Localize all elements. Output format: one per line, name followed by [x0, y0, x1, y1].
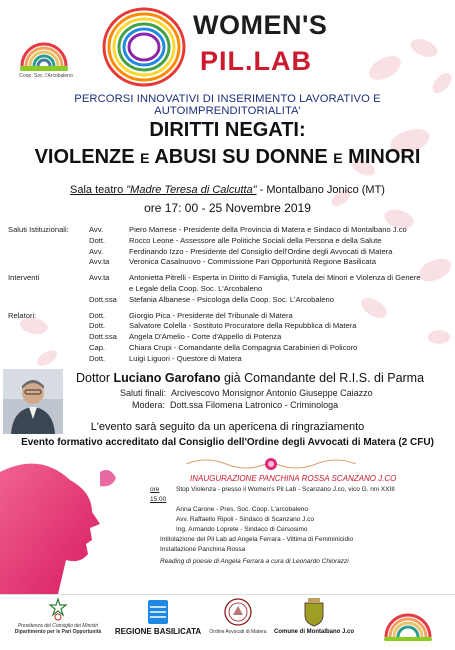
inauguration-title: INAUGURAZIONE PANCHINA ROSSA SCANZANO J.CO: [190, 474, 397, 483]
headline-word: ABUSI SU DONNE: [154, 146, 328, 168]
venue-prefix: Sala teatro: [70, 184, 127, 196]
emblem-italy-icon: [48, 597, 68, 621]
logo-comune-montalbano: [270, 597, 358, 635]
program-row: [8, 321, 448, 332]
program-person: Salvatore Colella - Sostituto Procuratore della Repubblica di Matera: [129, 321, 357, 331]
program-section: [8, 354, 89, 365]
program-row: [8, 225, 448, 236]
closing-person: Arcivescovo Monsignor Antonio Giuseppe Caiazzo: [171, 388, 373, 398]
program-title: Avv.ta: [89, 273, 110, 283]
inauguration-row: [150, 557, 450, 567]
inauguration-item: Installazione Panchina Rossa: [160, 546, 246, 553]
program-row: [8, 332, 448, 343]
program-person: Luigi Liguori - Questore di Matera: [129, 353, 242, 363]
inauguration-item: Stop Violenza - presso il Women's Pil Lab - Scanzano J.co, vico G. nni XXIII: [176, 486, 395, 493]
inauguration-row: [150, 535, 450, 545]
headline-diritti: DIRITTI NEGATI:: [149, 119, 306, 141]
headline-word: E: [140, 150, 150, 166]
program-row: [8, 273, 448, 284]
event-time: ore 17: 00 - 25 Novembre 2019: [144, 201, 311, 215]
venue-line: [0, 184, 455, 196]
comune-coat-of-arms-icon: [302, 597, 326, 627]
logo-ordine-avvocati: [208, 597, 268, 635]
program-row: [8, 236, 448, 247]
program-row: [8, 284, 448, 295]
logo-presidenza-line2: Dipartimento per le Pari Opportunità: [14, 629, 102, 635]
headline-word: VIOLENZE: [34, 146, 135, 168]
inauguration-time: ore 15:00: [150, 486, 167, 503]
title-pillab: PIL.LAB: [200, 46, 312, 76]
program-section: [8, 247, 89, 258]
program-section: [8, 236, 89, 247]
venue-place: - Montalbano Jonico (MT): [256, 184, 385, 196]
program-section: [8, 295, 89, 306]
program-section: [8, 257, 89, 268]
rings-logo: [100, 5, 188, 89]
title-womens: WOMEN'S: [193, 10, 328, 40]
closing-remarks: [120, 387, 373, 411]
program-section: Saluti Istituzionali:: [8, 225, 69, 234]
program-title: Dott.: [89, 310, 106, 320]
program-section: Interventi: [8, 273, 40, 283]
petal-decoration: [408, 34, 440, 62]
inauguration-item: Ing. Armando Loprete - Sindaco di Cersosimo: [176, 526, 308, 533]
program-person: Veronica Casalnuovo - Commissione Pari Opportunità Regione Basilicata: [129, 257, 376, 267]
headline-word: E: [333, 150, 343, 166]
program-row: [8, 354, 448, 365]
program-section: [8, 284, 89, 295]
program-title: Avv.: [89, 246, 104, 256]
program-person: Ferdinando Izzo - Presidente del Consiglio dell'Ordine degli Avvocati di Matera: [129, 246, 393, 256]
program-section: [8, 332, 89, 343]
program-person: Antonietta Pitrelli - Esperta in Diritto di Famiglia, Tutela dei Minori e Violenza di Genere: [129, 273, 421, 283]
moderator-label: Modera:: [132, 400, 166, 410]
logo-comune-label: Comune di Montalbano J.co: [273, 629, 354, 635]
closing-label: Saluti finali:: [120, 388, 167, 398]
program-row: [8, 311, 448, 322]
program-person: e Legale della Coop. Soc. L'Arcobaleno: [129, 283, 263, 293]
inauguration-item: Anna Carone - Pres. Soc. Coop. L'arcobaleno: [176, 506, 309, 513]
program-person: Rocco Leone - Assessore alle Politiche Sociali della Persona e della Salute: [129, 235, 382, 245]
logo-regione-label: REGIONE BASILICATA: [114, 627, 202, 636]
inauguration-program: [150, 485, 450, 567]
inauguration-row: [150, 545, 450, 555]
program-row: [8, 247, 448, 258]
moderator-person: Dott.ssa Filomena Latronico - Criminologa: [170, 400, 339, 410]
program-person: Chiara Crupi - Comandante della Compagnia Carabinieri di Policoro: [129, 342, 358, 352]
program-title: Dott.: [89, 235, 106, 245]
speaker-prefix: Dottor: [76, 371, 114, 385]
speaker-role: già Comandante del R.I.S. di Parma: [220, 371, 425, 385]
inauguration-item: Intitolazione del Pil Lab ad Angela Ferrara - Vittima di Femminicidio: [160, 536, 354, 543]
sponsor-footer: [0, 594, 455, 650]
woman-silhouette-illustration: [0, 452, 150, 594]
program-person: Stefania Albanese - Psicologa della Coop. Soc. L'Arcobaleno: [129, 294, 334, 304]
program-row: [8, 257, 448, 268]
program-row: [8, 295, 448, 306]
program-title: Avv.: [89, 225, 104, 234]
speaker-line: [76, 371, 424, 385]
inauguration-row: [150, 485, 450, 505]
program-person: Piero Marrese - Presidente della Provincia di Matera e Sindaco di Montalbano J.co: [129, 225, 407, 234]
program-section: [8, 321, 89, 332]
inauguration-row: [150, 525, 450, 535]
program-row: [8, 343, 448, 354]
speaker-name: Luciano Garofano: [113, 371, 221, 385]
program-title: Dott.: [89, 321, 106, 331]
inauguration-row: [150, 505, 450, 515]
program-title: Avv.ta: [89, 257, 110, 267]
logo-presidenza-line1: Presidenza del Consiglio dei Ministri: [17, 623, 99, 629]
program-list: [8, 225, 448, 365]
inauguration-item: Avv. Raffaello Ripoli - Sindaco di Scanzano J.co: [176, 516, 315, 523]
coop-logo-caption: Coop. Soc. l'Arcobaleno: [19, 73, 73, 79]
coop-arcobaleno-logo: [14, 30, 74, 74]
program-title: Dott.ssa: [89, 332, 117, 342]
regione-basilicata-emblem-icon: [147, 599, 169, 625]
program-section: Relatori:: [8, 310, 37, 320]
flower-flourish-ornament: [186, 456, 356, 472]
headline-word: MINORI: [348, 146, 421, 168]
logo-regione-basilicata: [112, 599, 204, 636]
ordine-avvocati-seal-icon: [223, 597, 253, 627]
logo-ordine-label: Ordine Avvocati di Matera: [209, 629, 267, 635]
coop-arcobaleno-footer-logo: [378, 605, 438, 643]
program-title: [89, 284, 129, 295]
subtitle-percorsi: PERCORSI INNOVATIVI DI INSERIMENTO LAVORATIVO E AUTOIMPRENDITORIALITA': [74, 93, 381, 117]
inauguration-item: Reading di poesie di Angela Ferrara a cura di Leonardo Chiorazzi: [160, 558, 349, 565]
program-person: Giorgio Pica - Presidente del Tribunale di Matera: [129, 310, 293, 320]
venue-name: "Madre Teresa di Calcutta": [126, 184, 257, 196]
petal-decoration: [366, 53, 405, 83]
aperitivo-note: L'evento sarà seguito da un apericena di ringraziamento: [90, 421, 365, 433]
program-section: [8, 343, 89, 354]
program-title: Cap.: [89, 342, 106, 352]
formative-credits-note: Evento formativo accreditato dal Consiglio dell'Ordine degli Avvocati di Matera (2 CFU): [21, 437, 434, 448]
headline-violenze: [0, 146, 455, 169]
logo-presidenza: [8, 597, 108, 635]
program-title: Dott.ssa: [89, 294, 117, 304]
program-person: Angela D'Amelio - Corte d'Appello di Potenza: [129, 332, 282, 342]
inauguration-row: [150, 515, 450, 525]
program-title: Dott.: [89, 353, 106, 363]
